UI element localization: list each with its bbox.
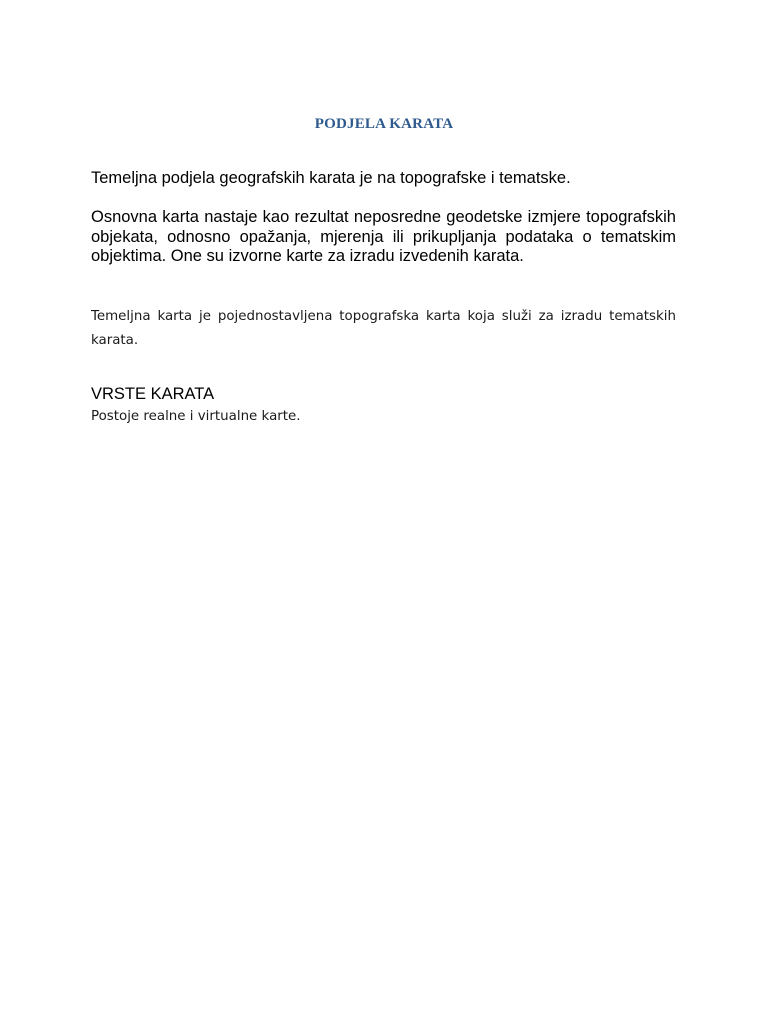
paragraph-basic-division: Temeljna podjela geografskih karata je na topografske i tematske.: [91, 169, 571, 187]
paragraph-base-map: Osnovna karta nastaje kao rezultat neposredne geodetske izmjere topografskih objekata, odnosno opažanja, mjerenja ili prikupljanja podataka o tematskim objektima. One su izvorne karte za izradu izvedenih karata.: [91, 208, 676, 265]
section-heading-map-types: VRSTE KARATA: [91, 385, 215, 403]
paragraph-foundation-map: Temeljna karta je pojednostavljena topografska karta koja služi za izradu tematskih karata.: [91, 309, 676, 348]
page-title: PODJELA KARATA: [314, 116, 454, 132]
paragraph-map-types: Postoje realne i virtualne karte.: [91, 409, 301, 424]
